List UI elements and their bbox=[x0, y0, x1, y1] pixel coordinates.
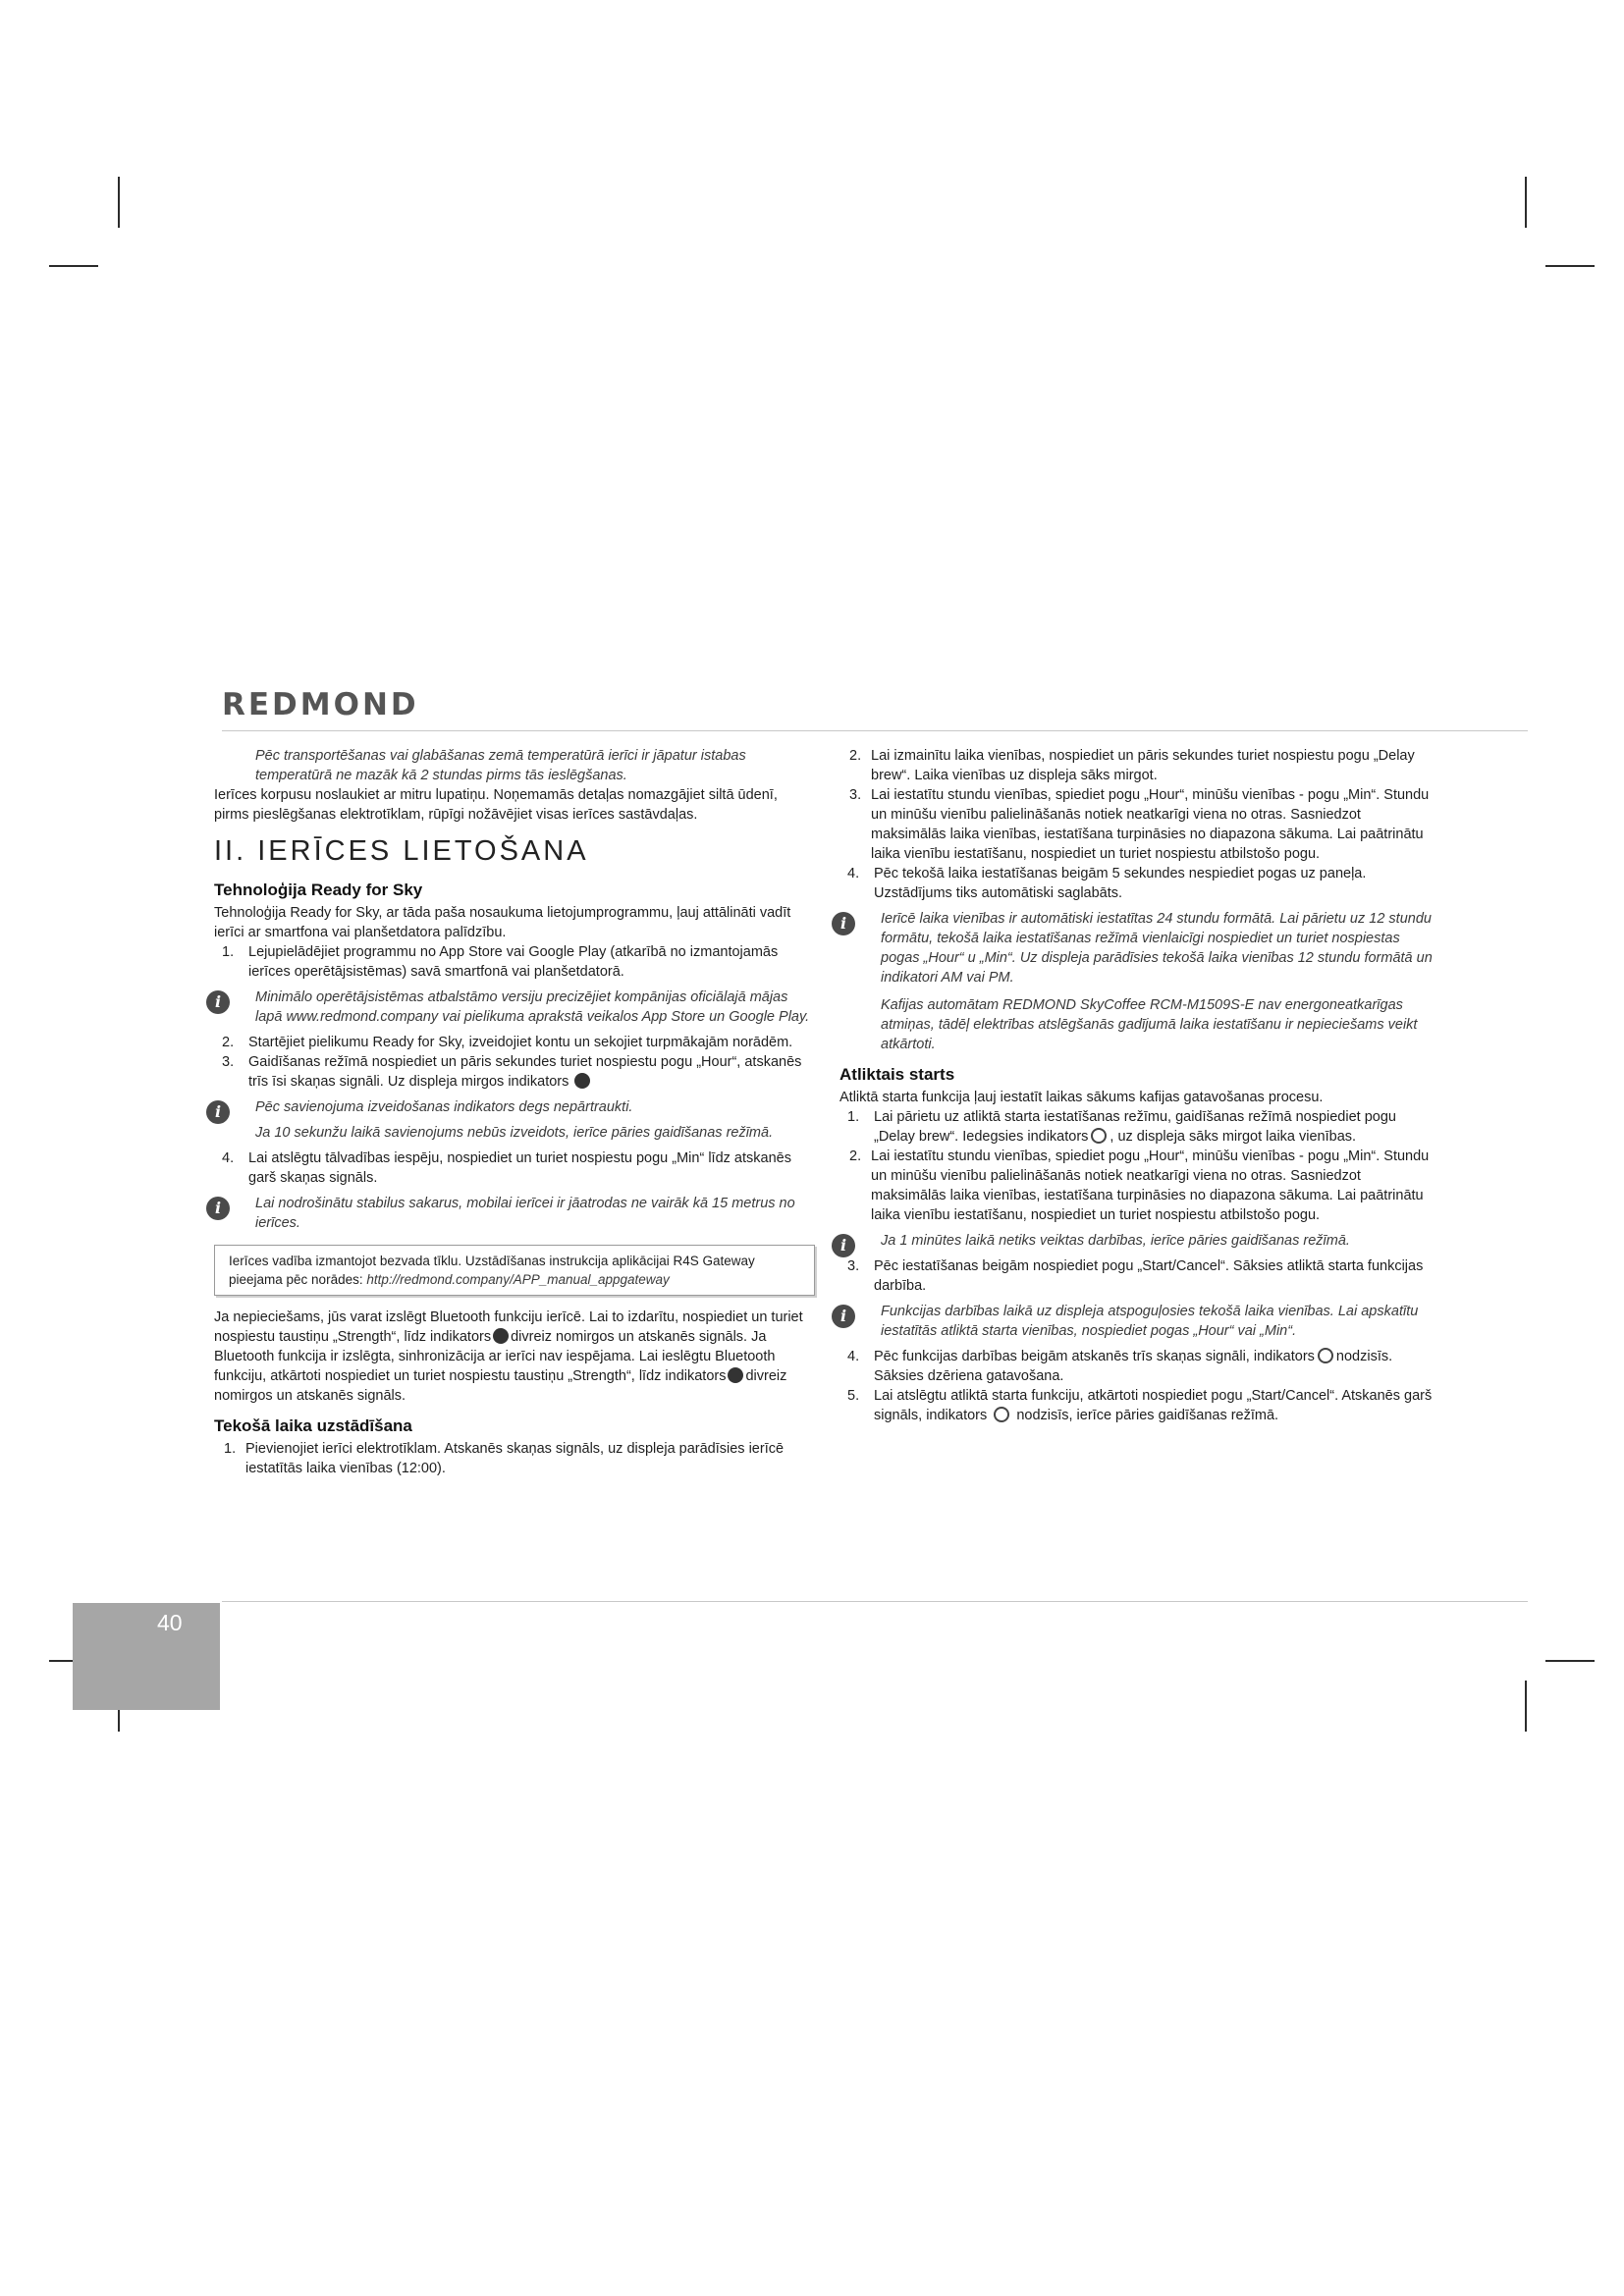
time-step-3: 3. Lai iestatītu stundu vienības, spiediet pogu „Hour“, minūšu vienības - pogu „Min“. Stundu un minūšu vienību palielināšanās notiek neatkarīgi viena no otras. Sasniedzot maksimālās laika vienības, iestatīšana turpināsies no diapazona sākuma. Lai paātrinātu laika vienību iestatīšanu, nospiediet un turiet nospiestu atbilstošo pogu. bbox=[849, 787, 1430, 862]
time-step-1: 1. Pievienojiet ierīci elektrotīklam. Atskanēs skaņas signāls, uz displeja parādīsies ierīcē iestatītās laika vienības (12:00). bbox=[224, 1441, 785, 1476]
clock-icon bbox=[1091, 1128, 1107, 1144]
info-icon: i bbox=[832, 1234, 855, 1257]
clock-icon bbox=[994, 1407, 1009, 1422]
info-note: i Lai nodrošinātu stabilus sakarus, mobilai ierīcei ir jāatrodas ne vairāk kā 15 metrus no ierīces. bbox=[214, 1194, 815, 1233]
page-number: 40 bbox=[157, 1610, 183, 1635]
header-rule bbox=[222, 730, 1528, 731]
info-icon: i bbox=[832, 912, 855, 935]
gateway-link[interactable]: http://redmond.company/APP_manual_appgateway bbox=[366, 1272, 670, 1287]
info-icon: i bbox=[832, 1305, 855, 1328]
info-icon: i bbox=[206, 990, 230, 1014]
crop-mark bbox=[1545, 1660, 1595, 1662]
heading-ready-for-sky: Tehnoloģija Ready for Sky bbox=[214, 881, 423, 899]
time-step-4: 4. Pēc tekošā laika iestatīšanas beigām 5 sekundes nespiediet pogas uz paneļa. Uzstādījums tiks automātiski saglabāts. bbox=[847, 866, 1367, 901]
info-icon: i bbox=[206, 1197, 230, 1220]
info-note: i Ierīcē laika vienības ir automātiski iestatītas 24 stundu formātā. Lai pārietu uz 12 stundu formātu, tekošā laika iestatīšanas režīmā vienlaicīgi nospiediet un turiet nospiestas pogas „Hour“ u „Min“. Uz displeja parādīsies tekošā laika vienības 12 stundu formātā un indikatori AM vai PM. Kafijas automātam REDMOND SkyCoffee RCM-M1509S-E nav energoneatkarīgas atmiņas, tādēļ elektrības atslēgšanās gadījumā laika iestatīšanu ir nepieciešams veikt atkārtoti. bbox=[839, 909, 1438, 1054]
gateway-box: Ierīces vadība izmantojot bezvada tīklu. Uzstādīšanas instrukcija aplikācijai R4S Gateway pieejama pēc norādes: http://redmond.company/APP_manual_appgateway bbox=[214, 1245, 815, 1296]
bluetooth-icon bbox=[728, 1367, 743, 1383]
step-4: 4. Lai atslēgtu tālvadības iespēju, nospiediet un turiet nospiestu pogu „Min“ līdz atskanēs garš skaņas signāls. bbox=[222, 1150, 791, 1186]
info-icon: i bbox=[206, 1100, 230, 1124]
ready-text: Tehnoloģija Ready for Sky, ar tāda paša nosaukuma lietojumprogrammu, ļauj attālināti vadīt ierīci ar smartfona vai planšetdatora palīdzību. bbox=[214, 905, 791, 940]
right-column bbox=[839, 746, 1438, 1425]
info-note: i Pēc savienojuma izveidošanas indikators degs nepārtraukti. Ja 10 sekunžu laikā savienojums nebūs izveidots, ierīce pāries gaidīšanas režīmā. bbox=[214, 1097, 815, 1143]
delay-text: Atliktā starta funkcija ļauj iestatīt laikas sākums kafijas gatavošanas procesu. bbox=[839, 1090, 1324, 1105]
delay-step-3: 3. Pēc iestatīšanas beigām nospiediet pogu „Start/Cancel“. Sāksies atliktā starta funkcijas darbība. bbox=[847, 1258, 1424, 1294]
brand-logo: REDMOND bbox=[222, 687, 419, 722]
info-note: i Funkcijas darbības laikā uz displeja atspoguļosies tekošā laika vienības. Lai apskatītu iestatītās atliktā starta vienības, nospiediet pogas „Hour“ vai „Min“. bbox=[839, 1302, 1438, 1341]
crop-mark bbox=[49, 265, 98, 267]
crop-mark bbox=[1525, 177, 1527, 228]
delay-step-5: 5. Lai atslēgtu atliktā starta funkciju, atkārtoti nospiediet pogu „Start/Cancel“. Atskanēs garš signāls, indikators nodzisīs, ierīce pāries gaidīšanas režīmā. bbox=[847, 1388, 1433, 1423]
clock-icon bbox=[1318, 1348, 1333, 1363]
crop-mark bbox=[1545, 265, 1595, 267]
time-step-2: 2. Lai izmainītu laika vienības, nospiediet un pāris sekundes turiet nospiestu pogu „Delay brew“. Laika vienības uz displeja sāks mirgot. bbox=[849, 748, 1415, 783]
step-3: 3. Gaidīšanas režīmā nospiediet un pāris sekundes turiet nospiestu pogu „Hour“, atskanēs trīs īsi skaņas signāli. Uz displeja mirgos indikators bbox=[222, 1054, 802, 1090]
delay-step-4: 4. Pēc funkcijas darbības beigām atskanēs trīs skaņas signāli, indikators nodzisīs. Sāksies dzēriena gatavošana. bbox=[847, 1349, 1393, 1384]
crop-mark bbox=[118, 177, 120, 228]
step-1: 1. Lejupielādējiet programmu no App Store vai Google Play (atkarībā no izmantojamās ierīces operētājsistēmas) savā smartfonā vai planšetdatorā. bbox=[222, 944, 779, 980]
delay-step-1: 1. Lai pārietu uz atliktā starta iestatīšanas režīmu, gaidīšanas režīmā nospiediet pogu „Delay brew“. Iedegsies indikators , uz displeja sāks mirgot laika vienības. bbox=[847, 1109, 1396, 1145]
info-note: i Minimālo operētājsistēmas atbalstāmo versiju precizējiet kompānijas oficiālajā mājas lapā www.redmond.company vai pielikuma aprakstā veikalos App Store un Google Play. bbox=[214, 988, 815, 1027]
step-2: 2. Startējiet pielikumu Ready for Sky, izveidojiet kontu un sekojiet turpmākajām norādēm. bbox=[222, 1035, 793, 1050]
footer-rule bbox=[222, 1601, 1528, 1602]
heading-time-setting: Tekošā laika uzstādīšana bbox=[214, 1416, 412, 1435]
info-note: i Ja 1 minūtes laikā netiks veiktas darbības, ierīce pāries gaidīšanas režīmā. bbox=[839, 1231, 1438, 1251]
bluetooth-text: Ja nepieciešams, jūs varat izslēgt Bluetooth funkciju ierīcē. Lai to izdarītu, nospiediet un turiet nospiestu taustiņu „Strength“, līdz indikators divreiz nomirgos un atskanēs signāls. Ja Bluetooth funkcija ir izslēgta, sinhronizācija ar ierīci nav iespējama. Lai ieslēgtu Bluetooth funkciju, atkārtoti nospiediet un turiet nospiestu taustiņu „Strength“, līdz indikators divreiz nomirgos un atskanēs signāls. bbox=[214, 1309, 803, 1404]
section-title: II. IERĪCES LIETOŠANA bbox=[214, 835, 589, 867]
transport-note: Pēc transportēšanas vai glabāšanas zemā temperatūrā ierīci ir jāpatur istabas temperatūrā ne mazāk kā 2 stundas pirms tās ieslēgšanas. bbox=[255, 748, 746, 783]
delay-step-2: 2. Lai iestatītu stundu vienības, spiediet pogu „Hour“, minūšu vienības - pogu „Min“. Stundu un minūšu vienību palielināšanās notiek neatkarīgi viena no otras. Sasniedzot maksimālās laika vienības, iestatīšana turpināsies no diapazona sākuma. Lai paātrinātu laika vienību iestatīšanu, nospiediet un turiet nospiestu atbilstošo pogu. bbox=[849, 1148, 1430, 1223]
crop-mark bbox=[1525, 1681, 1527, 1732]
cleaning-text: Ierīces korpusu noslaukiet ar mitru lupatiņu. Noņemamās detaļas nomazgājiet siltā ūdenī, pirms pieslēgšanas elektrotīklam, rūpīgi nožāvējiet visas ierīces sastāvdaļas. bbox=[214, 787, 778, 823]
bluetooth-icon bbox=[493, 1328, 509, 1344]
heading-delay-start: Atliktais starts bbox=[839, 1065, 955, 1084]
page-number-box bbox=[73, 1603, 220, 1710]
bluetooth-icon bbox=[574, 1073, 590, 1089]
left-column bbox=[214, 746, 815, 1478]
